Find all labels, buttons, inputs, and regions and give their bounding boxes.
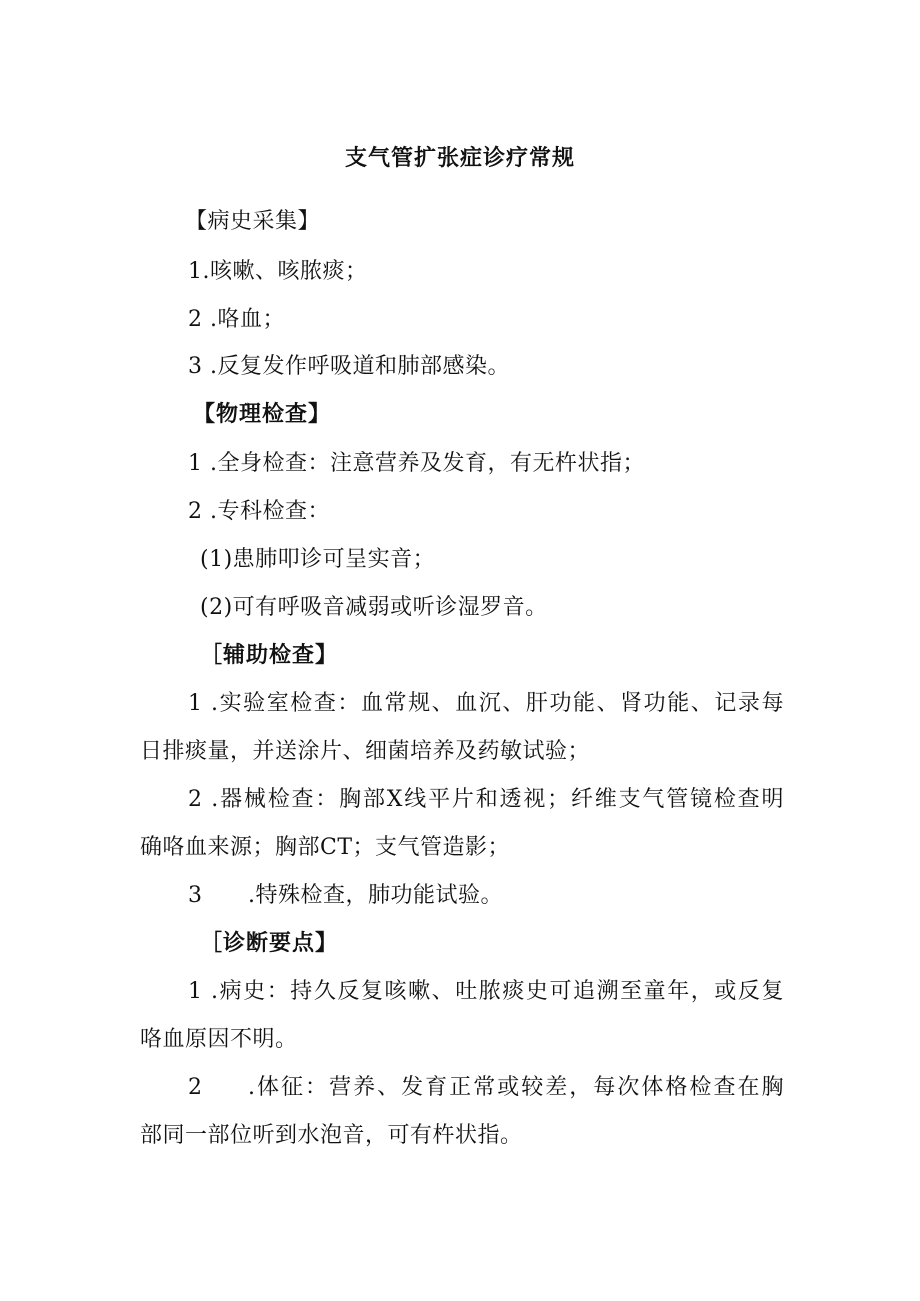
physical-item-1: 1 .全身检查：注意营养及发育，有无杵状指； (188, 451, 645, 476)
auxiliary-item-3-text: .特殊检查，肺功能试验。 (248, 883, 503, 908)
history-item-3: 3 .反复发作呼吸道和肺部感染。 (188, 354, 510, 379)
diagnosis-item-1-line-1: 1 .病史：持久反复咳嗽、吐脓痰史可追溯至童年，或反复 (188, 979, 784, 1004)
physical-sub-item-1: (1)患肺叩诊可呈实音； (200, 547, 436, 572)
physical-item-2: 2 .专科检查： (188, 499, 330, 524)
auxiliary-item-2-line-2: 确咯血来源；胸部CT；支气管造影； (140, 835, 511, 860)
section-heading-history: 【病史采集】 (185, 209, 321, 234)
auxiliary-item-3-number: 3 (188, 883, 203, 908)
diagnosis-item-2-number: 2 (188, 1075, 203, 1100)
history-item-1: 1.咳嗽、咳脓痰； (188, 259, 368, 284)
diagnosis-item-2-line-1: .体征：营养、发育正常或较差，每次体格检查在胸 (248, 1075, 784, 1100)
document-title: 支气管扩张症诊疗常规 (344, 146, 575, 171)
diagnosis-item-2-line-2: 部同一部位听到水泡音，可有杵状指。 (140, 1123, 523, 1148)
history-item-2: 2 .咯血； (188, 307, 285, 332)
auxiliary-item-2-line-1: 2 .器械检查：胸部X线平片和透视；纤维支气管镜检查明 (188, 787, 784, 812)
physical-sub-item-2: (2)可有呼吸音减弱或听诊湿罗音。 (200, 595, 548, 620)
section-heading-diagnosis: ［诊断要点】 (200, 931, 339, 956)
auxiliary-item-1-line-1: 1 .实验室检查：血常规、血沉、肝功能、肾功能、记录每 (188, 691, 784, 716)
section-heading-physical: 【物理检查】 (193, 402, 332, 427)
section-heading-auxiliary: ［辅助检查】 (200, 643, 339, 668)
diagnosis-item-1-line-2: 咯血原因不明。 (140, 1027, 298, 1052)
auxiliary-item-1-line-2: 日排痰量，并送涂片、细菌培养及药敏试验； (140, 739, 591, 764)
